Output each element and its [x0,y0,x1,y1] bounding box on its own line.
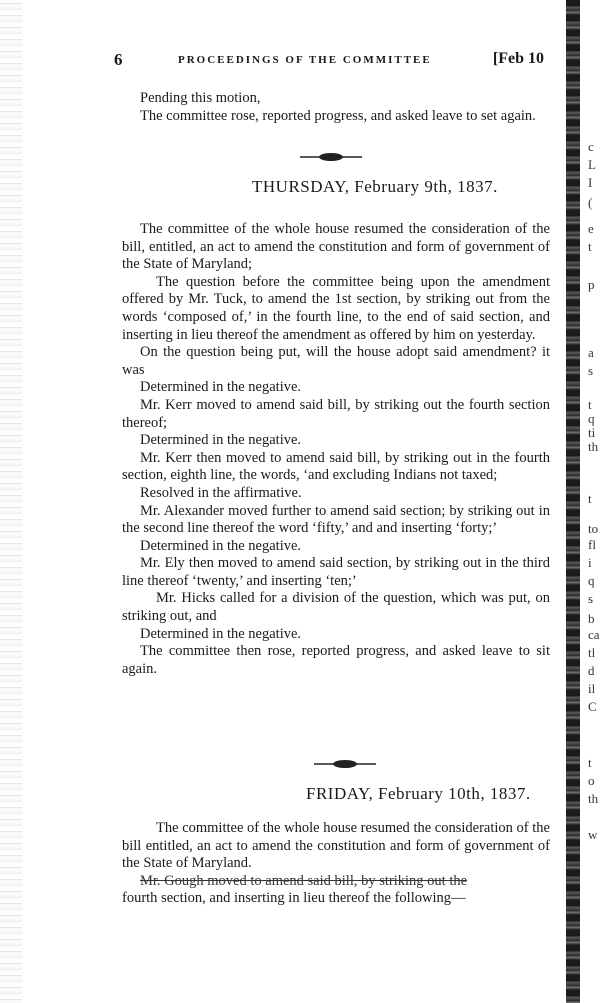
margin-fragment: s [588,363,594,378]
paragraph: Determined in the negative. [140,625,302,642]
paragraph: fourth section, and inserting in lieu thereof the following— [122,890,466,907]
margin-fragment: o [588,773,595,788]
margin-fragment: d [588,663,595,678]
paragraph: On the question being put, will the house adopt said amendment? it was [122,344,550,378]
running-title: PROCEEDINGS OF THE COMMITTEE [178,54,432,66]
day-heading: FRIDAY, February 10th, 1837. [306,784,531,803]
running-date: [Feb 10 [492,50,544,67]
paragraph: Determined in the negative. [140,379,302,396]
margin-fragment: I [588,175,593,190]
section-ornament [300,151,362,163]
margin-fragment: fl [588,537,596,552]
margin-fragment: th [588,791,599,806]
margin-fragment: ti [588,425,596,440]
paragraph: Mr. Gough moved to amend said bill, by striking out the [140,872,468,889]
running-header [114,50,544,74]
paragraph: The question before the committee being upon the amendment offered by Mr. Tuck, to amend the 1st section, by striking out from the words ‘composed of,’ in the fourth line, to the end of said section, and inserting in lieu thereof the amendment as offered by him on yesterday. [122,273,550,343]
margin-fragment: s [588,591,594,606]
day1-body [122,221,550,678]
margin-fragment: il [588,681,596,696]
margin-fragment: C [588,699,597,714]
margin-fragment: q [588,573,595,588]
paragraph: The committee of the whole house resumed the consideration of the bill, entitled, an act to amend the constitution and form of government of the State of Maryland; [122,221,550,273]
paragraph: The committee of the whole house resumed the consideration of the bill entitled, an act to amend the constitution and form of government of the State of Maryland. [122,820,550,872]
margin-fragment: t [588,491,592,506]
margin-fragment: c [588,139,594,154]
paragraph: Pending this motion, [140,90,261,106]
margin-fragment: i [588,555,592,570]
paragraph: The committee then rose, reported progress, and asked leave to sit again. [122,643,550,677]
margin-fragment: t [588,239,592,254]
paragraph: Mr. Kerr then moved to amend said bill, by striking out in the fourth section, eighth line, the words, ‘and excluding Indians not taxed; [122,449,550,484]
day2-body [122,820,550,908]
margin-fragment: t [588,397,592,412]
margin-fragment: tl [588,645,596,660]
paragraph: Mr. Alexander moved further to amend said section; by striking out in the second line thereof the word ‘fifty,’ and and inserting ‘forty;’ [122,502,550,537]
margin-fragment: a [588,345,594,360]
margin-fragment: e [588,221,594,236]
paragraph: Resolved in the affirmative. [140,484,302,501]
paragraph: Determined in the negative. [140,537,302,554]
margin-fragment: to [588,521,599,536]
continued-text [122,90,550,125]
margin-fragment: ( [588,195,593,210]
margin-fragment: p [588,277,595,292]
paragraph: The committee rose, reported progress, and asked leave to set again. [140,107,536,124]
page-number: 6 [114,50,123,69]
paragraph: Mr. Hicks called for a division of the question, which was put, on striking out, and [122,590,550,625]
margin-fragment: b [588,611,595,626]
paragraph: Mr. Ely then moved to amend said section, by striking out in the third line thereof ‘twenty,’ and inserting ‘ten;’ [122,555,550,589]
facing-page-fragments [582,0,600,1003]
book-gutter [566,0,580,1003]
margin-fragment: q [588,411,595,426]
margin-fragment: L [588,157,596,172]
margin-fragment: w [588,827,598,842]
section-ornament [314,758,376,770]
margin-fragment: th [588,439,599,454]
day-heading: THURSDAY, February 9th, 1837. [252,177,498,196]
left-page-edge [0,0,22,1003]
paragraph: Mr. Kerr moved to amend said bill, by striking out the fourth section thereof; [122,396,550,431]
paragraph: Determined in the negative. [140,432,302,449]
margin-fragment: t [588,755,592,770]
margin-fragment: ca [588,627,600,642]
